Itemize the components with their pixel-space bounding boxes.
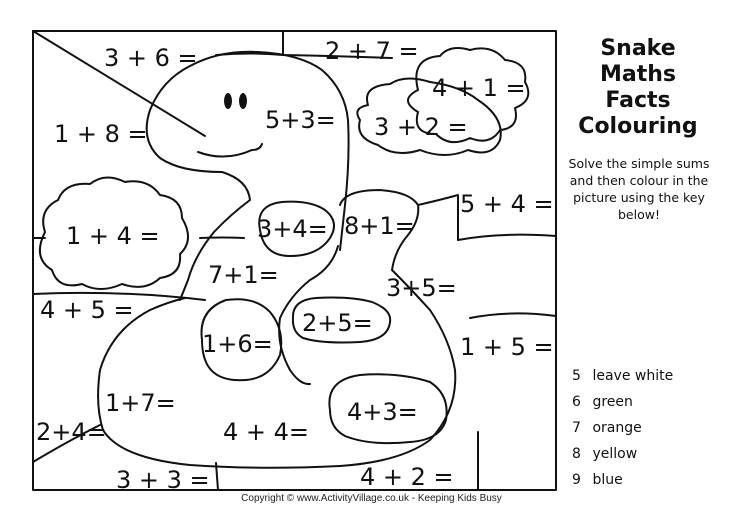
- sum-label: 4+3=: [347, 398, 418, 426]
- snake-body: [340, 190, 418, 205]
- key-item: [572, 441, 673, 467]
- sum-label: 1+6=: [202, 330, 273, 358]
- key-number: 9: [572, 472, 581, 488]
- key-item: [572, 389, 673, 415]
- sum-label: 7+1=: [208, 261, 279, 289]
- sum-label: 3+5=: [386, 274, 457, 302]
- sum-label: 3+4=: [257, 215, 328, 243]
- sum-label: 3 + 6 =: [104, 44, 198, 72]
- key-item: [572, 467, 673, 493]
- title-line: Colouring: [578, 114, 698, 139]
- copyright-text: Copyright © www.ActivityVillage.co.uk - Keeping Kids Busy: [241, 493, 502, 504]
- sum-label: 2 + 7 =: [325, 37, 419, 65]
- sum-label: 1 + 8 =: [54, 120, 148, 148]
- snake-mouth: [198, 150, 252, 157]
- snake-mouth: [252, 144, 262, 150]
- region-line: [200, 238, 244, 239]
- key-number: 6: [572, 394, 581, 410]
- sum-label: 2+5=: [302, 309, 373, 337]
- region-line: [470, 313, 556, 318]
- sum-label: 8+1=: [344, 212, 415, 240]
- page-title: [568, 36, 708, 140]
- title-line: Maths Facts: [599, 62, 676, 113]
- sum-label: 4 + 5 =: [40, 296, 134, 324]
- key-label: leave white: [592, 368, 674, 384]
- sum-label: 1+7=: [105, 389, 176, 417]
- sum-label: 3 + 2 =: [374, 113, 468, 141]
- sum-label: 4 + 4=: [223, 418, 310, 446]
- sum-label: 3 + 3 =: [116, 466, 210, 494]
- key-number: 7: [572, 420, 581, 436]
- snake-eye: [224, 93, 232, 109]
- sum-label: 5 + 4 =: [460, 190, 554, 218]
- key-number: 8: [572, 446, 581, 462]
- snake-eye: [239, 93, 247, 109]
- instructions-text: Solve the simple sums and then colour in the picture using the key below!: [568, 156, 710, 222]
- sum-label: 1 + 4 =: [66, 222, 160, 250]
- key-item: [572, 363, 673, 389]
- region-line: [418, 195, 458, 240]
- sum-label: 4 + 1 =: [432, 74, 526, 102]
- key-item: [572, 415, 673, 441]
- key-label: green: [592, 394, 633, 410]
- key-label: yellow: [592, 446, 638, 462]
- title-line: Snake: [600, 36, 676, 61]
- key-label: orange: [592, 420, 642, 436]
- sum-label: 2+4=: [36, 418, 107, 446]
- region-line: [458, 235, 556, 240]
- sum-label: 4 + 2 =: [360, 463, 454, 491]
- key-number: 5: [572, 368, 581, 384]
- sum-label: 5+3=: [265, 106, 336, 134]
- key-label: blue: [592, 472, 623, 488]
- colour-key: [572, 363, 673, 493]
- sum-label: 1 + 5 =: [460, 333, 554, 361]
